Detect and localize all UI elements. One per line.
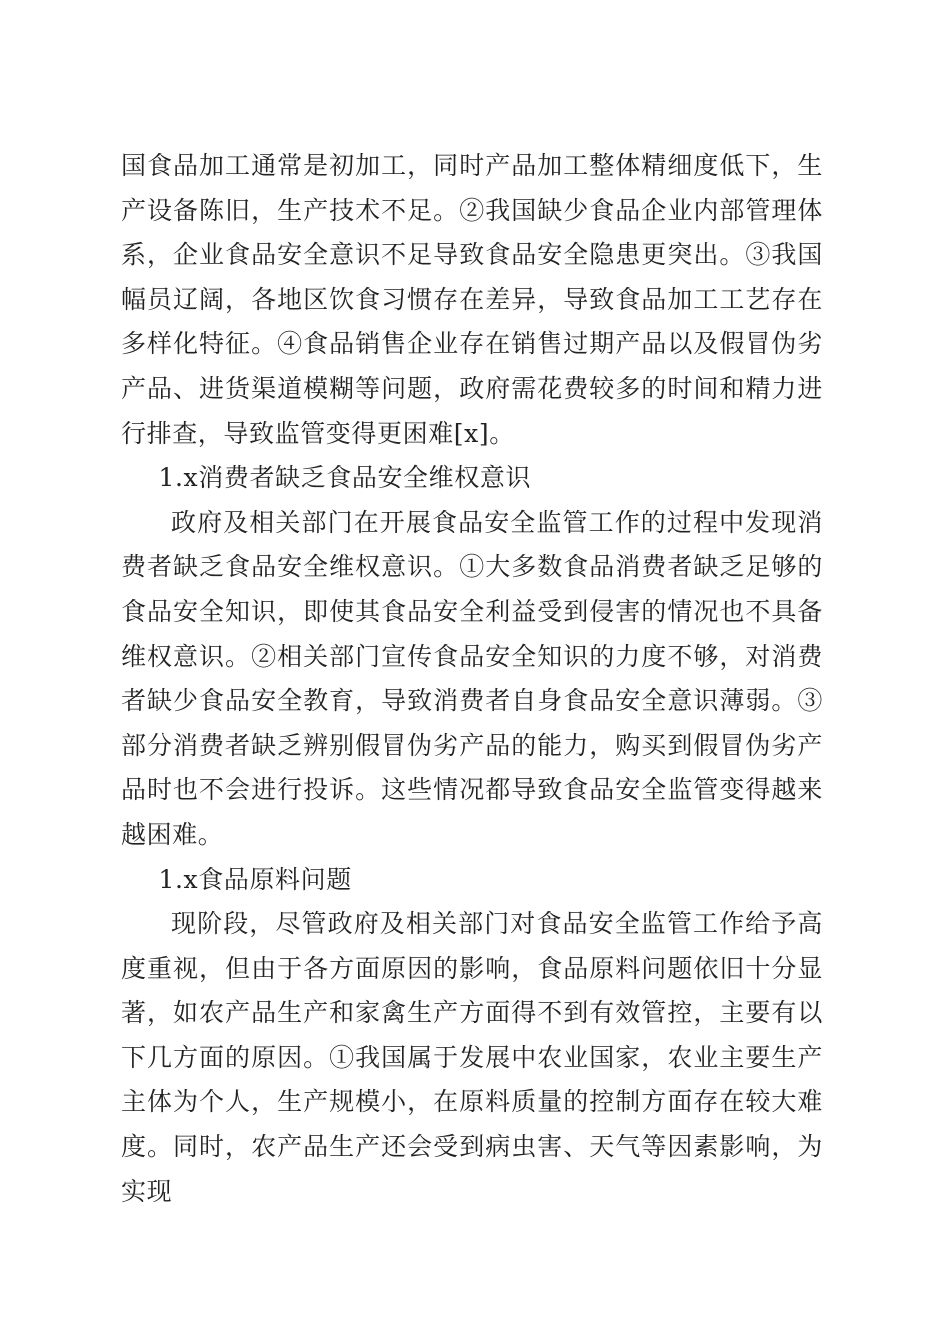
paragraph-raw-materials: 现阶段，尽管政府及相关部门对食品安全监管工作给予高度重视，但由于各方面原因的影响，食品原料问题依旧十分显著，如农产品生产和家禽生产方面得不到有效管控，主要有以下几方面的原因。①我国属于发展中农业国家，农业主要生产主体为个人，生产规模小，在原料质量的控制方面存在较大难度。同时，农产品生产还会受到病虫害、天气等因素影响，为实现 (121, 909, 823, 1206)
section-heading-raw-materials: 1.x食品原料问题 (158, 864, 352, 894)
paragraph-food-processing: 国食品加工通常是初加工，同时产品加工整体精细度低下，生产设备陈旧，生产技术不足。②我国缺少食品企业内部管理体系，企业食品安全意识不足导致食品安全隐患更突出。③我国幅员辽阔，各地区饮食习惯存在差异，导致食品加工工艺存在多样化特征。④食品销售企业存在销售过期产品以及假冒伪劣产品、进货渠道模糊等问题，政府需花费较多的时间和精力进行排查，导致监管变得更困难[x]。 (121, 151, 823, 448)
document-body (121, 144, 823, 1214)
paragraph-consumer-rights: 政府及相关部门在开展食品安全监管工作的过程中发现消费者缺乏食品安全维权意识。①大多数食品消费者缺乏足够的食品安全知识，即使其食品安全利益受到侵害的情况也不具备维权意识。②相关部门宣传食品安全知识的力度不够，对消费者缺少食品安全教育，导致消费者自身食品安全意识薄弱。③部分消费者缺乏辨别假冒伪劣产品的能力，购买到假冒伪劣产品时也不会进行投诉。这些情况都导致食品安全监管变得越来越困难。 (121, 507, 823, 849)
section-heading-consumer-rights: 1.x消费者缺乏食品安全维权意识 (158, 463, 532, 493)
